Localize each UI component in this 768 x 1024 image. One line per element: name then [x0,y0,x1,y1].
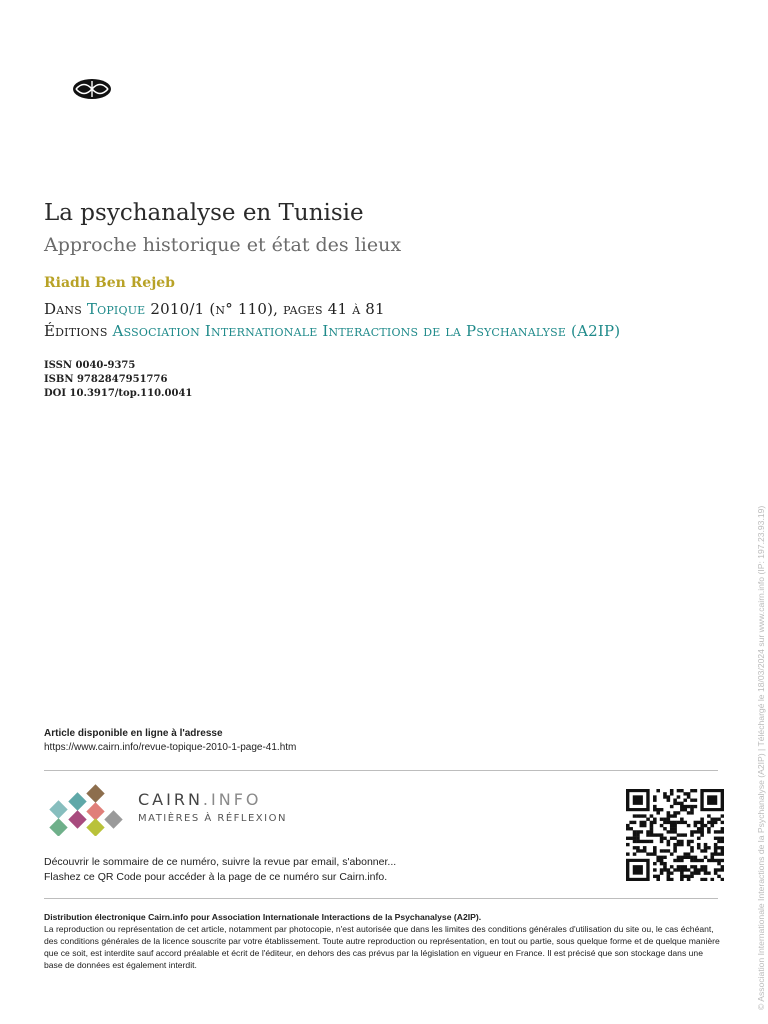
discover-line-2: Flashez ce QR Code pour accéder à la page de ce numéro sur Cairn.info. [44,871,388,883]
divider-top [44,770,718,771]
doi: DOI 10.3917/top.110.0041 [44,388,193,399]
distribution-body: La reproduction ou représentation de cet article, notamment par photocopie, n'est autorisée que dans les limites des conditions générales d'utilisation du site ou, le cas échéant, des conditions générales de la licence souscrite par votre établissement. Toute autre reproduction ou représentation, en tout ou partie, sous quelque forme et de quelque manière que ce soit, est interdite sauf accord préalable et écrit de l'éditeur, en dehors des cas prévus par la législation en vigueur en France. Il est précisé que son stockage dans une base de données est également interdit. [44,924,720,970]
cairn-wordmark[interactable] [138,790,262,809]
author-link[interactable]: Riadh Ben Rejeb [44,275,175,291]
availability-block [44,728,296,753]
download-sidebar-note: © Association Internationale Interactions de la Psychanalyse (A2IP) | Téléchargé le 18/03/2024 sur www.cairn.info (IP: 197.23.93.19) [756,505,766,1010]
publisher-link[interactable]: Association Internationale Interactions de la Psychanalyse (A2IP) [112,322,621,340]
divider-bottom [44,898,718,899]
cairn-logo-icon[interactable] [44,784,126,836]
article-subtitle: Approche historique et état des lieux [44,234,402,256]
journal-link[interactable]: Topique [86,300,146,318]
qr-code-icon[interactable] [626,789,724,881]
cairn-name-main: CAIRN [138,790,203,809]
availability-label: Article disponible en ligne à l'adresse [44,728,223,739]
article-url-link[interactable]: https://www.cairn.info/revue-topique-2010-1-page-41.htm [44,742,297,753]
issue-info: 2010/1 (n° 110), pages 41 à 81 [145,300,385,318]
journal-line [44,300,385,318]
publisher-logo-icon [72,78,112,100]
distribution-heading: Distribution électronique Cairn.info pour Association Internationale Interactions de la Psychanalyse (A2IP). [44,912,482,922]
issn: ISSN 0040-9375 [44,360,136,371]
publisher-line [44,322,620,340]
discover-line-1: Découvrir le sommaire de ce numéro, suivre la revue par email, s'abonner... [44,856,397,868]
cairn-name-ext: .INFO [202,790,262,809]
editions-label: Éditions [44,322,113,340]
discover-text [44,855,396,885]
cairn-tagline: MATIÈRES À RÉFLEXION [138,813,287,824]
article-title: La psychanalyse en Tunisie [44,200,364,226]
dans-label: Dans [44,300,87,318]
distribution-notice [44,911,720,971]
isbn: ISBN 9782847951776 [44,374,168,385]
